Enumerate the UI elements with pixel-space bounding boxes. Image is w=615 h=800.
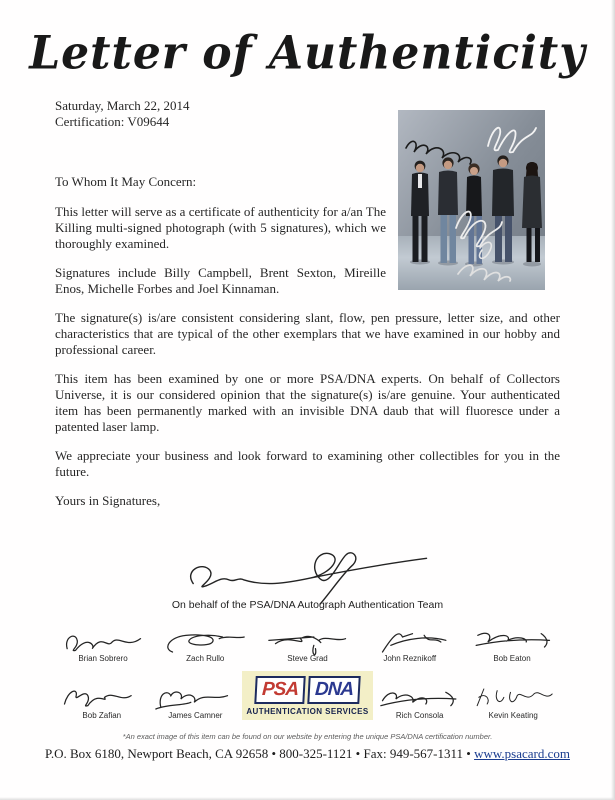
expert-name: Rich Consola [395,711,444,720]
signature-zach-rullo [159,627,251,657]
closing-line: Yours in Signatures, [55,493,161,508]
letter-body [0,98,615,509]
psa-logo-text: PSA [254,676,306,704]
expert-john-reznikoff [362,627,458,663]
psa-dna-logo [242,671,373,720]
expert-name: Brian Sobrero [78,654,128,663]
paragraph-examination: This item has been examined by one or more PSA/DNA experts. On behalf of Collectors Universe, it is our considered opinion that the signature(s) is/are genuine. Your authenticated item has been permanently marked with an invisible DNA daub that will fluoresce under a patented laser lamp. [55,371,560,434]
signature-john-reznikoff [364,627,456,657]
signature-james-camner [149,684,241,714]
authentication-services-label: AUTHENTICATION SERVICES [246,707,369,716]
certification-number: Certification: V09644 [55,114,170,129]
expert-james-camner [149,684,243,720]
signature-brian-sobrero [57,627,149,657]
expert-signatures-row-2 [55,671,560,720]
page-title: Letter of Authenticity [29,26,586,81]
expert-signatures-row-1 [55,627,560,663]
signature-rich-consola [374,684,466,714]
signature-bob-zafian [56,684,148,714]
paragraph-signatures-list: Signatures include Billy Campbell, Brent Sexton, Mireille Enos, Michelle Forbes and Joel Kinnaman. [55,265,386,296]
expert-name: Steve Grad [287,654,328,663]
expert-bob-zafian [55,684,149,720]
expert-name: Bob Zafian [82,711,122,720]
signature-area [0,535,615,762]
expert-name: Zach Rullo [186,654,225,663]
psa-dna-logo-boxes [246,676,369,704]
paragraph-appreciation: We appreciate your business and look forward to examining other collectibles for you in the future. [55,448,560,479]
paragraph-consistency: The signature(s) is/are consistent considering slant, flow, pen pressure, letter size, and other characteristics that are typical of the other exemplars that we have examined in our hobby and professional career. [55,310,560,357]
address-text: P.O. Box 6180, Newport Beach, CA 92658 • 800-325-1121 • Fax: 949-567-1311 • [45,746,475,761]
expert-name: John Reznikoff [383,654,437,663]
expert-zach-rullo [157,627,253,663]
cast-photo-graphic [398,110,545,290]
letter-date: Saturday, March 22, 2014 [55,98,190,113]
expert-name: James Camner [168,711,223,720]
signature-kevin-keating [467,684,559,714]
paragraph-certificate: This letter will serve as a certificate of authenticity for a/an The Killing multi-signed photograph (with 5 signatures), which we thoroughly examined. [55,204,386,251]
expert-rich-consola [373,684,467,720]
dna-logo-text: DNA [307,676,361,704]
expert-name: Kevin Keating [488,711,538,720]
signature-steve-grad [262,627,354,657]
expert-brian-sobrero [55,627,151,663]
expert-bob-eaton [464,627,560,663]
website-disclaimer: *An exact image of this item can be found on our website by entering the unique PSA/DNA certification number. [122,732,493,741]
master-signature [163,535,453,605]
expert-steve-grad [260,627,356,663]
expert-kevin-keating [466,684,560,720]
psacard-link[interactable]: www.psacard.com [474,746,570,761]
signature-bob-eaton [466,627,558,657]
salutation: To Whom It May Concern: [55,174,197,189]
signed-cast-photo [398,110,545,290]
expert-name: Bob Eaton [493,654,531,663]
team-line: On behalf of the PSA/DNA Autograph Authentication Team [171,599,444,611]
footer-address [0,746,615,762]
